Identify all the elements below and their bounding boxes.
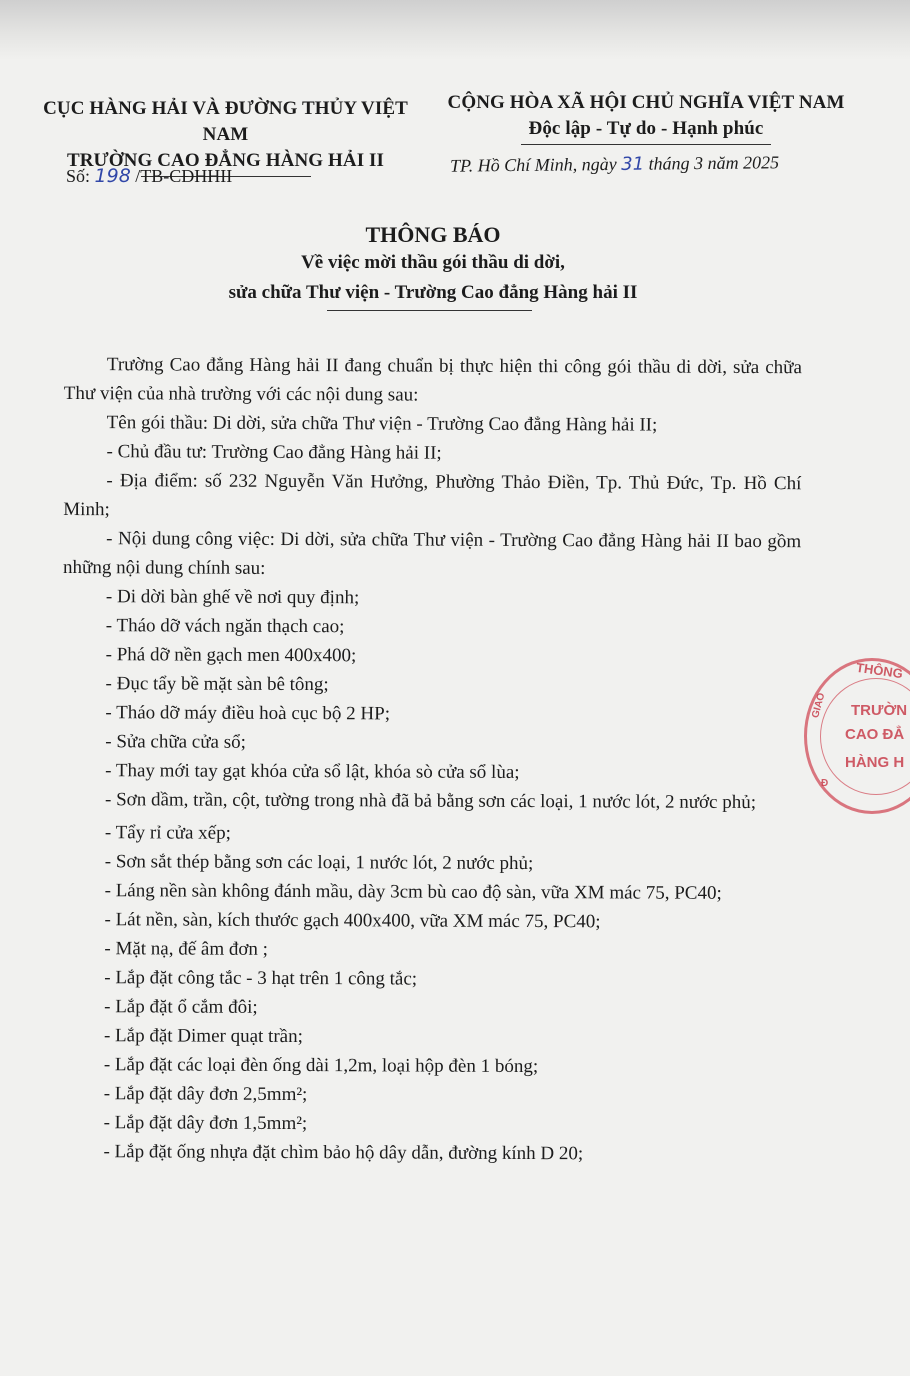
list-item: - Mặt nạ, đế âm đơn ; (104, 938, 269, 960)
school-name: TRƯỜNG CAO ĐẲNG HÀNG HẢI II (66, 150, 385, 171)
list-item: - Sơn sắt thép bằng sơn các loại, 1 nước lót, 2 nước phủ; (104, 851, 534, 875)
list-item: - Lắp đặt Dimer quạt trần; (103, 1025, 303, 1048)
list-item: - Lắp đặt dây đơn 2,5mm²; (103, 1083, 308, 1106)
date-prefix: TP. Hồ Chí Minh, ngày (449, 153, 622, 176)
list-item: - Di dời bàn ghế về nơi quy định; (105, 586, 360, 609)
national-motto (446, 90, 846, 145)
number-suffix: /TB-CĐHHII (130, 166, 233, 186)
document-number (66, 165, 232, 187)
list-item: - Láng nền sàn không đánh mầu, dày 3cm bù cao độ sàn, vữa XM mác 75, PC40; (104, 880, 722, 904)
list-item: - Lắp đặt ống nhựa đặt chìm bảo hộ dây dẫn, đường kính D 20; (103, 1141, 584, 1165)
stamp-text: THÔNG (855, 659, 904, 682)
list-item: - Tháo dỡ máy điều hoà cục bộ 2 HP; (105, 702, 391, 725)
location: - Địa điểm: số 232 Nguyễn Văn Hưởng, Phường Thảo Điền, Tp. Thủ Đức, Tp. Hồ Chí Minh; (63, 470, 802, 521)
work-content: - Nội dung công việc: Di dời, sửa chữa Thư viện - Trường Cao đẳng Hàng hải II bao gồm những nội dung chính sau: (63, 528, 802, 579)
handwritten-day: 31 (621, 153, 645, 175)
list-item: - Tháo dỡ vách ngăn thạch cao; (105, 615, 345, 638)
handwritten-number: 198 (94, 165, 131, 187)
motto-underline (521, 144, 771, 145)
list-item: - Lắp đặt các loại đèn ống dài 1,2m, loại hộp đèn 1 bóng; (103, 1054, 539, 1078)
list-item: - Tẩy rỉ cửa xếp; (104, 822, 231, 844)
country-name: CỘNG HÒA XÃ HỘI CHỦ NGHĨA VIỆT NAM (447, 92, 845, 113)
list-item: - Thay mới tay gạt khóa cửa sổ lật, khóa sò cửa sổ lùa; (105, 760, 520, 783)
notice-title: THÔNG BÁO (365, 222, 501, 247)
list-item: - Lắp đặt ổ cắm đôi; (104, 996, 258, 1018)
list-item: - Lắp đặt công tắc - 3 hạt trên 1 công tắc; (104, 967, 418, 990)
stamp-text: HÀNG H (845, 754, 905, 771)
stamp-text: CAO ĐẲ (845, 726, 905, 743)
stamp-text: Đ (821, 778, 829, 789)
notice-body (60, 350, 802, 1169)
list-item: - Phá dỡ nền gạch men 400x400; (105, 644, 357, 667)
notice-subject-line2: sửa chữa Thư viện - Trường Cao đẳng Hàng hải II (228, 282, 638, 303)
list-item: - Lát nền, sàn, kích thước gạch 400x400, vữa XM mác 75, PC40; (104, 909, 601, 933)
number-prefix: Số: (66, 166, 95, 186)
stamp-text: GIAO (810, 691, 828, 720)
page-top-shadow (0, 0, 910, 60)
list-item: - Lắp đặt dây đơn 1,5mm²; (103, 1112, 308, 1135)
title-underline (327, 310, 532, 311)
notice-subject-line1: Về việc mời thầu gói thầu di dời, (301, 252, 565, 273)
intro-paragraph: Trường Cao đẳng Hàng hải II đang chuẩn bị thực hiện thi công gói thầu di dời, sửa chữa Thư viện của nhà trường với các nội dung sau: (63, 354, 802, 406)
ministry-name: CỤC HÀNG HẢI VÀ ĐƯỜNG THỦY VIỆT NAM (43, 98, 408, 145)
list-item: - Sơn dầm, trần, cột, tường trong nhà đã bả bằng sơn các loại, 1 nước lót, 2 nước phủ; (104, 789, 757, 814)
date-suffix: tháng 3 năm 2025 (643, 152, 780, 174)
stamp-text: TRƯỜN (851, 702, 908, 719)
document-date (450, 152, 779, 176)
list-item: - Đục tẩy bề mặt sàn bê tông; (105, 673, 329, 696)
motto: Độc lập - Tự do - Hạnh phúc (528, 118, 764, 139)
investor: - Chủ đầu tư: Trường Cao đẳng Hàng hải II; (106, 441, 442, 464)
package-name: Tên gói thầu: Di dời, sửa chữa Thư viện - Trường Cao đẳng Hàng hải II; (106, 412, 658, 436)
list-item: - Sửa chữa cửa sổ; (105, 731, 246, 753)
